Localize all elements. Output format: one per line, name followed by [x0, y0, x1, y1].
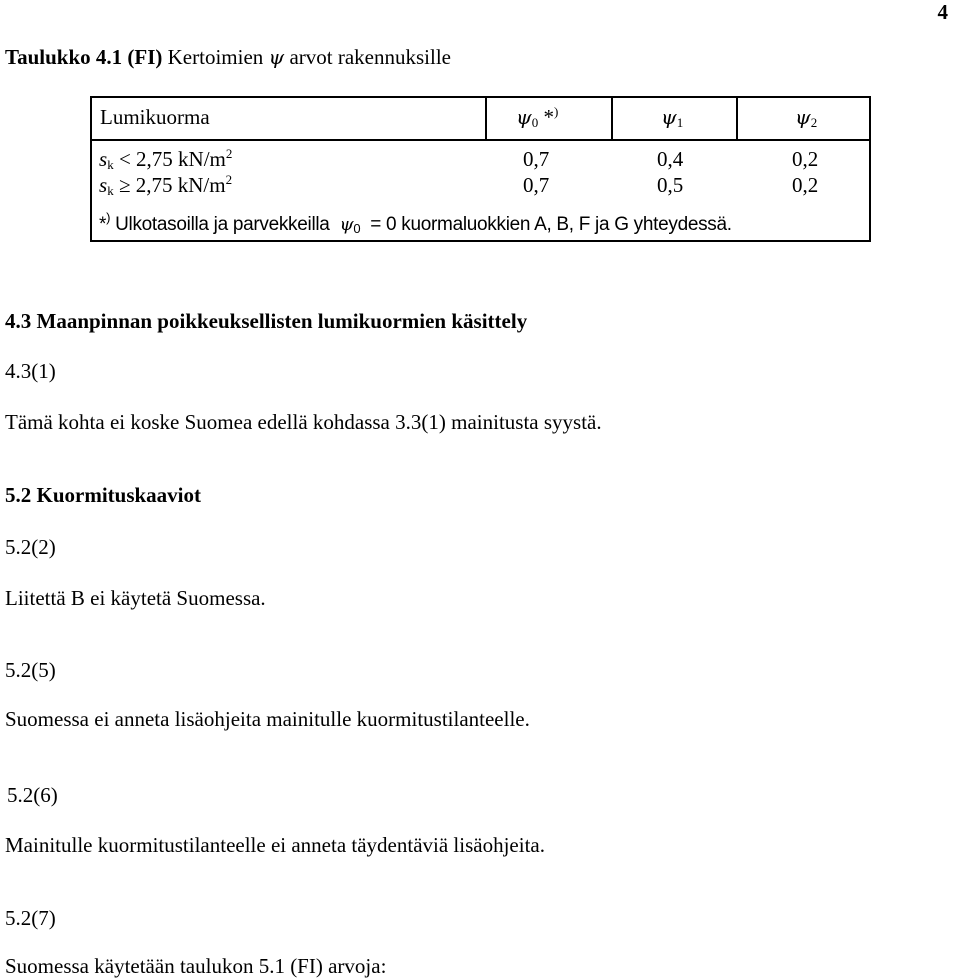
clause-text: Liitettä B ei käytetä Suomessa. [5, 586, 266, 610]
table-caption-text-before: Kertoimien [167, 45, 264, 69]
table-caption-text-after: arvot rakennuksille [289, 45, 451, 69]
header-psi0: $\psi_0$ *) [516, 104, 559, 130]
header-psi2: $\psi_2$ [795, 105, 818, 130]
clause-label: 5.2(7) [5, 906, 56, 930]
clause-label: 5.2(2) [5, 535, 56, 559]
table-row-label: $s_k < 2,75$ $kN/m^2$ [99, 146, 233, 172]
clause-text: Suomessa käytetään taulukon 5.1 (FI) arvoja: [5, 954, 387, 978]
table-cell-psi2: 0,2 [792, 173, 819, 197]
header-lumikuorma: Lumikuorma [100, 105, 210, 129]
clause-text: Suomessa ei anneta lisäohjeita mainitulle kuormitustilanteelle. [5, 707, 530, 731]
table-caption-prefix: Taulukko 4.1 (FI) [5, 45, 163, 69]
table-cell-psi2: 0,2 [792, 147, 819, 171]
clause-label: 5.2(5) [5, 658, 56, 682]
clause-label: 5.2(6) [7, 783, 58, 807]
clause-text: Tämä kohta ei koske Suomea edellä kohdassa 3.3(1) mainitusta syystä. [5, 410, 602, 434]
table-cell-psi0: 0,7 [523, 147, 550, 171]
table-row-label: $s_k \ge 2,75$ $kN/m^2$ [99, 172, 233, 198]
header-psi1: $\psi_1$ [661, 105, 684, 130]
clause-label: 4.3(1) [5, 359, 56, 383]
section-heading: 4.3 Maanpinnan poikkeuksellisten lumikuormien käsittely [5, 309, 528, 333]
table-column-divider [736, 96, 738, 141]
table-caption [5, 47, 451, 68]
psi-symbol: ψ [268, 45, 285, 69]
table-column-divider [611, 96, 613, 141]
table-column-divider [485, 96, 487, 141]
table-header-divider [90, 139, 871, 141]
table-cell-psi1: 0,5 [657, 173, 684, 197]
table-cell-psi1: 0,4 [657, 147, 684, 171]
section-heading: 5.2 Kuormituskaaviot [5, 483, 202, 507]
clause-text: Mainitulle kuormitustilanteelle ei anneta täydentäviä lisäohjeita. [5, 833, 545, 857]
table-footnote: *) Ulkotasoilla ja parvekkeilla $\psi_0 = 0$ kuormaluokkien A, B, F ja G yhteydessä. [99, 210, 732, 236]
table-cell-psi0: 0,7 [523, 173, 550, 197]
page-number: 4 [937, 0, 948, 24]
